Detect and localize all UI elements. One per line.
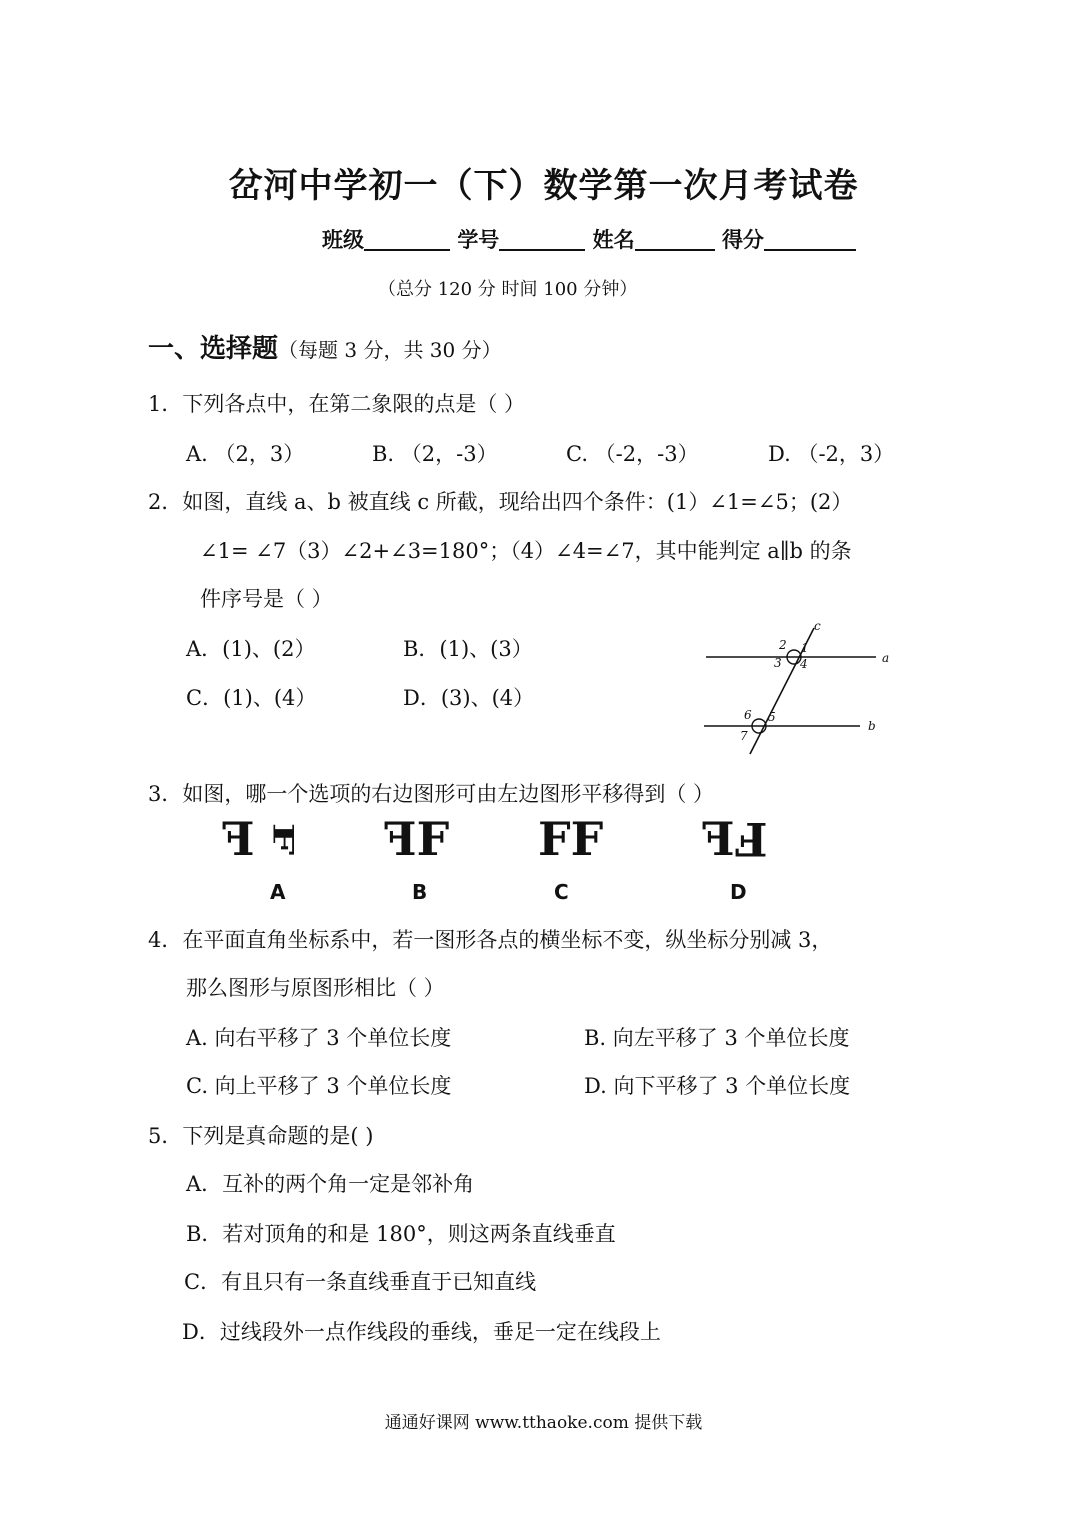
label-angle-7: 7: [740, 729, 748, 743]
figure-a-left: F: [222, 812, 255, 866]
q5-text: 5．下列是真命题的是( ): [148, 1124, 374, 1148]
q4-option-a: A. 向右平移了 3 个单位长度: [186, 1026, 452, 1050]
label-angle-5: 5: [768, 710, 776, 724]
label-a: a: [882, 651, 890, 665]
q1-text: 1．下列各点中，在第二象限的点是（ ）: [148, 392, 526, 416]
q5-option-b: B．若对顶角的和是 180°，则这两条直线垂直: [186, 1222, 616, 1246]
q2-option-a: A．(1)、(2）: [186, 637, 316, 661]
student-info-line: [322, 224, 856, 254]
label-angle-3: 3: [774, 656, 782, 670]
q3-text: 3．如图，哪一个选项的右边图形可由左边图形平移得到（ ）: [148, 782, 715, 806]
q4-option-b: B. 向左平移了 3 个单位长度: [584, 1026, 850, 1050]
q2-line-2: ∠1= ∠7（3）∠2+∠3=180°；（4）∠4=∠7，其中能判定 a∥b 的条: [200, 539, 852, 563]
q5-option-c: C．有且只有一条直线垂直于已知直线: [184, 1270, 537, 1294]
label-angle-1: 1: [801, 641, 809, 655]
section-title: 一、选择题: [148, 334, 279, 364]
parallel-lines-diagram: [698, 618, 898, 758]
q3-figure-d: [702, 812, 767, 866]
name-label: 姓名: [592, 228, 635, 252]
label-angle-4: 4: [800, 657, 808, 671]
section-note: （每题 3 分，共 30 分）: [278, 338, 502, 362]
exam-title: 岔河中学初一（下）数学第一次月考试卷: [228, 166, 859, 206]
q4-line-2: 那么图形与原图形相比（ ）: [186, 976, 445, 1000]
q1-option-d: D. （-2，3）: [768, 442, 895, 466]
figure-b-right: F: [416, 812, 450, 866]
label-b: b: [868, 719, 876, 733]
q4-line-1: 4．在平面直角坐标系中，若一图形各点的横坐标不变，纵坐标分别减 3，: [148, 928, 833, 952]
q1-option-c: C. （-2，-3）: [566, 442, 699, 466]
q5-option-a: A．互补的两个角一定是邻补角: [186, 1172, 475, 1196]
q4-option-c: C. 向上平移了 3 个单位长度: [186, 1074, 452, 1098]
q2-option-d: D．(3)、(4）: [403, 686, 535, 710]
class-label: 班级: [322, 228, 364, 252]
name-blank[interactable]: [635, 229, 715, 251]
class-blank[interactable]: [364, 229, 450, 251]
label-angle-2: 2: [779, 638, 787, 652]
q3-figure-c: [538, 812, 603, 866]
figure-a-right: F: [266, 822, 300, 856]
page-footer: 通通好课网 www.tthaoke.com 提供下载: [384, 1413, 703, 1433]
number-label: 学号: [457, 228, 500, 252]
q3-label-a: A: [270, 880, 286, 904]
score-label: 得分: [721, 228, 764, 252]
q2-option-c: C．(1)、(4）: [186, 686, 317, 710]
q2-option-b: B．(1)、(3）: [403, 637, 533, 661]
number-blank[interactable]: [499, 229, 585, 251]
q5-option-d: D．过线段外一点作线段的垂线，垂足一定在线段上: [182, 1320, 661, 1344]
exam-subtitle: （总分 120 分 时间 100 分钟）: [378, 279, 638, 300]
figure-c-left: F: [538, 812, 571, 866]
q3-figure-b: [384, 812, 449, 866]
q1-option-b: B. （2，-3）: [372, 442, 498, 466]
q3-label-c: C: [554, 880, 569, 904]
score-blank[interactable]: [764, 229, 856, 251]
label-angle-6: 6: [744, 708, 752, 722]
q3-label-b: B: [412, 880, 428, 904]
q1-option-a: A. （2，3）: [186, 442, 305, 466]
figure-b-left: F: [384, 812, 417, 866]
figure-c-right: F: [570, 812, 604, 866]
figure-d-left: F: [702, 812, 735, 866]
q3-figure-a: [222, 812, 299, 866]
q2-line-1: 2．如图，直线 a、b 被直线 c 所截，现给出四个条件：(1）∠1=∠5；(2）: [148, 490, 853, 514]
q2-line-3: 件序号是（ ）: [200, 587, 333, 611]
label-c: c: [814, 619, 821, 633]
section-heading: [148, 328, 502, 365]
figure-d-right: F: [734, 812, 768, 866]
q4-option-d: D. 向下平移了 3 个单位长度: [584, 1074, 851, 1098]
q3-label-d: D: [730, 880, 747, 904]
